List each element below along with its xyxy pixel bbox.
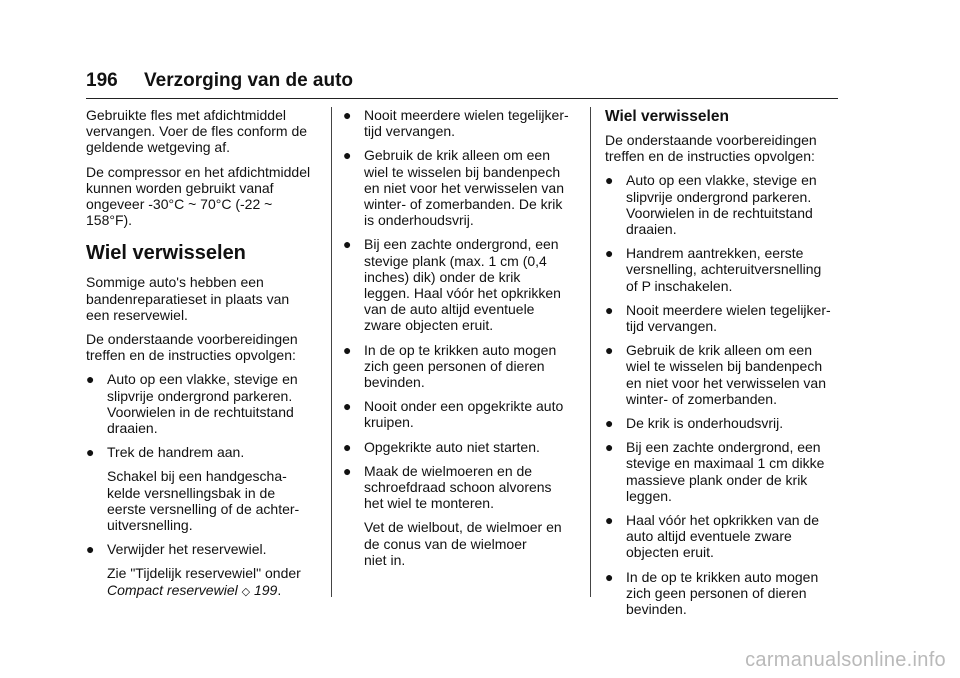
bullet-icon: ● <box>343 462 352 479</box>
text-line: zware objecten eruit. <box>364 317 494 334</box>
section-heading-wheel-change: Wiel verwisselen <box>86 242 246 265</box>
column-2 <box>343 107 581 576</box>
list-item-text <box>626 342 841 407</box>
column-divider-1 <box>331 107 332 597</box>
bullet-icon: ● <box>605 439 614 456</box>
list-item <box>605 569 841 618</box>
text-line: Nooit meerdere wielen tegelijker- <box>364 107 569 123</box>
text-line: vervangen. Voer de fles conform de <box>86 123 308 140</box>
preparation-list-2 <box>605 172 841 617</box>
text-line: De krik is onderhoudsvrij. <box>626 415 784 432</box>
list-item-subtext <box>107 468 322 533</box>
text-line: inches) dik) onder de krik <box>364 268 521 285</box>
jack-safety-list <box>343 107 581 568</box>
list-item-text <box>364 398 581 430</box>
text-line: Voorwielen in de rechtuitstand <box>107 403 294 420</box>
paragraph-temperature-range <box>86 164 322 229</box>
text-line: of P inschakelen. <box>626 277 733 294</box>
list-item-text <box>364 236 581 333</box>
text-line: uitversnelling. <box>107 517 193 534</box>
list-item-text <box>364 463 581 512</box>
bullet-icon: ● <box>605 301 614 318</box>
bullet-icon: ● <box>86 541 95 558</box>
page-number: 196 <box>86 70 118 91</box>
text-line: wiel te wisselen bij bandenpech <box>626 358 823 375</box>
text-line: de conus van de wielmoer <box>364 535 527 552</box>
column-1 <box>86 107 322 608</box>
list-item <box>86 444 322 533</box>
text-line: Schakel bij een handgescha- <box>107 468 287 485</box>
text-line: zich geen personen of dieren <box>626 584 807 601</box>
page-header <box>86 70 838 98</box>
list-item <box>605 415 841 431</box>
text-line: Nooit onder een opgekrikte auto <box>364 398 564 415</box>
text-line: Verwijder het reservewiel. <box>107 541 267 558</box>
text-line: auto altijd eventuele zware <box>626 528 792 545</box>
text-line: In de op te krikken auto mogen <box>364 341 557 358</box>
list-item-text <box>364 147 581 228</box>
list-item-text <box>626 245 841 294</box>
text-line: De compressor en het afdichtmiddel <box>86 163 311 180</box>
list-item <box>605 302 841 334</box>
list-item-subtext <box>364 519 581 568</box>
text-line: kelde versnellingsbak in de <box>107 484 276 501</box>
subtext-line: Zie "Tijdelijk reservewiel" onder <box>107 565 301 582</box>
text-line: bandenreparatieset in plaats van <box>86 290 290 307</box>
bullet-icon: ● <box>86 444 95 461</box>
bullet-icon: ● <box>605 172 614 189</box>
bullet-icon: ● <box>343 147 352 164</box>
list-item <box>343 342 581 391</box>
text-line: kruipen. <box>364 414 414 431</box>
bullet-icon: ● <box>86 371 95 388</box>
bullet-icon: ● <box>605 415 614 432</box>
text-line: treffen en de instructies opvolgen: <box>86 347 296 364</box>
bullet-icon: ● <box>343 438 352 455</box>
text-line: eerste versnelling of de achter- <box>107 500 300 517</box>
list-item <box>605 245 841 294</box>
text-line: kunnen worden gebruikt vanaf <box>86 179 274 196</box>
list-item-text <box>626 172 841 237</box>
text-line: In de op te krikken auto mogen <box>626 568 819 585</box>
text-line: tijd vervangen. <box>626 318 718 335</box>
text-line: bevinden. <box>626 601 687 618</box>
text-line: stevige en maximaal 1 cm dikke <box>626 455 825 472</box>
chapter-title: Verzorging van de auto <box>144 70 354 91</box>
text-line: winter- of zomerbanden. De krik <box>364 196 563 213</box>
text-line: stevige plank (max. 1 cm (0,4 <box>364 252 547 269</box>
list-item-text <box>626 439 841 504</box>
text-line: Auto op een vlakke, stevige en <box>107 371 298 388</box>
text-line: van de auto altijd eventuele <box>364 301 535 318</box>
list-item <box>343 107 581 139</box>
bullet-icon: ● <box>605 245 614 262</box>
text-line: draaien. <box>626 221 677 238</box>
text-line: tijd vervangen. <box>364 123 456 140</box>
list-item <box>605 342 841 407</box>
list-item <box>343 439 581 455</box>
text-line: slipvrije ondergrond parkeren. <box>626 188 812 205</box>
list-item-subtext <box>107 565 322 599</box>
bullet-icon: ● <box>343 236 352 253</box>
text-line: Haal vóór het opkrikken van de <box>626 512 819 529</box>
paragraph-sealant-bottle <box>86 107 322 156</box>
list-item-text <box>626 415 841 431</box>
paragraph-preparations-2 <box>605 132 841 164</box>
list-item <box>343 236 581 333</box>
text-line: De onderstaande voorbereidingen <box>605 132 817 148</box>
bullet-icon: ● <box>605 512 614 529</box>
list-item-text <box>107 541 322 557</box>
section-heading-wheel-change-2: Wiel verwisselen <box>605 108 729 125</box>
paragraph-preparations <box>86 331 322 363</box>
list-item-text <box>626 512 841 561</box>
list-item <box>343 463 581 568</box>
list-item-text <box>107 371 322 436</box>
text-line: geldende wetgeving af. <box>86 139 230 156</box>
list-item-text <box>626 569 841 618</box>
list-item <box>605 172 841 237</box>
bullet-icon: ● <box>343 398 352 415</box>
list-item <box>343 398 581 430</box>
text-line: Voorwielen in de rechtuitstand <box>626 204 813 221</box>
list-item-text <box>364 342 581 391</box>
text-line: Handrem aantrekken, eerste <box>626 245 804 262</box>
header-rule <box>86 98 838 99</box>
list-item-text <box>626 302 841 334</box>
text-line: Vet de wielbout, de wielmoer en <box>364 519 562 536</box>
text-line: leggen. <box>626 487 672 504</box>
text-line: bevinden. <box>364 374 425 391</box>
text-line: ongeveer -30°C ~ 70°C (-22 ~ <box>86 196 273 213</box>
text-line: 158°F). <box>86 212 133 229</box>
list-item <box>605 439 841 504</box>
list-item <box>605 512 841 561</box>
text-line: schroefdraad schoon alvorens <box>364 479 552 496</box>
bullet-icon: ● <box>605 342 614 359</box>
bullet-icon: ● <box>605 568 614 585</box>
text-line: Nooit meerdere wielen tegelijker- <box>626 301 831 318</box>
text-line: leggen. Haal vóór het opkrikken <box>364 285 561 302</box>
site-watermark: carmanualsonline.info <box>745 649 946 671</box>
text-line: Gebruik de krik alleen om een <box>626 342 812 359</box>
text-line: zich geen personen of dieren <box>364 357 545 374</box>
text-line: niet in. <box>364 551 406 568</box>
text-line: objecten eruit. <box>626 544 714 561</box>
list-item <box>86 541 322 600</box>
paragraph-repair-kit <box>86 274 322 323</box>
text-line: treffen en de instructies opvolgen: <box>605 148 815 165</box>
text-line: Gebruikte fles met afdichtmiddel <box>86 107 286 123</box>
page-reference-icon: ◇ <box>241 585 251 598</box>
text-line: De onderstaande voorbereidingen <box>86 331 298 348</box>
column-divider-2 <box>590 107 591 597</box>
text-line: Opgekrikte auto niet starten. <box>364 438 540 455</box>
text-line: slipvrije ondergrond parkeren. <box>107 387 293 404</box>
list-item-text <box>107 444 322 460</box>
text-line: Maak de wielmoeren en de <box>364 462 533 479</box>
list-item <box>343 147 581 228</box>
text-line: Trek de handrem aan. <box>107 444 245 461</box>
text-line: een reservewiel. <box>86 306 188 323</box>
text-line: en niet voor het verwisselen van <box>626 374 826 391</box>
text-line: Bij een zachte ondergrond, een <box>626 439 821 456</box>
column-3 <box>605 107 841 625</box>
text-line: Sommige auto's hebben een <box>86 274 264 291</box>
preparation-list <box>86 371 322 599</box>
text-line: versnelling, achteruitversnelling <box>626 261 822 278</box>
text-line: is onderhoudsvrij. <box>364 212 474 229</box>
bullet-icon: ● <box>343 341 352 358</box>
text-line: wiel te wisselen bij bandenpech <box>364 163 561 180</box>
cross-reference-end: . <box>277 581 282 598</box>
bullet-icon: ● <box>343 107 352 123</box>
text-line: massieve plank onder de krik <box>626 471 808 488</box>
cross-reference[interactable] <box>107 582 322 600</box>
text-line: winter- of zomerbanden. <box>626 390 777 407</box>
text-line: Gebruik de krik alleen om een <box>364 147 550 164</box>
list-item-text <box>364 439 581 455</box>
text-line: het wiel te monteren. <box>364 495 494 512</box>
cross-reference-page[interactable]: 199 <box>253 581 278 598</box>
text-line: draaien. <box>107 420 158 437</box>
list-item-text <box>364 107 581 139</box>
text-line: Auto op een vlakke, stevige en <box>626 172 817 189</box>
text-line: Bij een zachte ondergrond, een <box>364 236 559 253</box>
text-line: en niet voor het verwisselen van <box>364 179 564 196</box>
list-item <box>86 371 322 436</box>
cross-reference-title[interactable]: Compact reservewiel <box>107 581 238 598</box>
